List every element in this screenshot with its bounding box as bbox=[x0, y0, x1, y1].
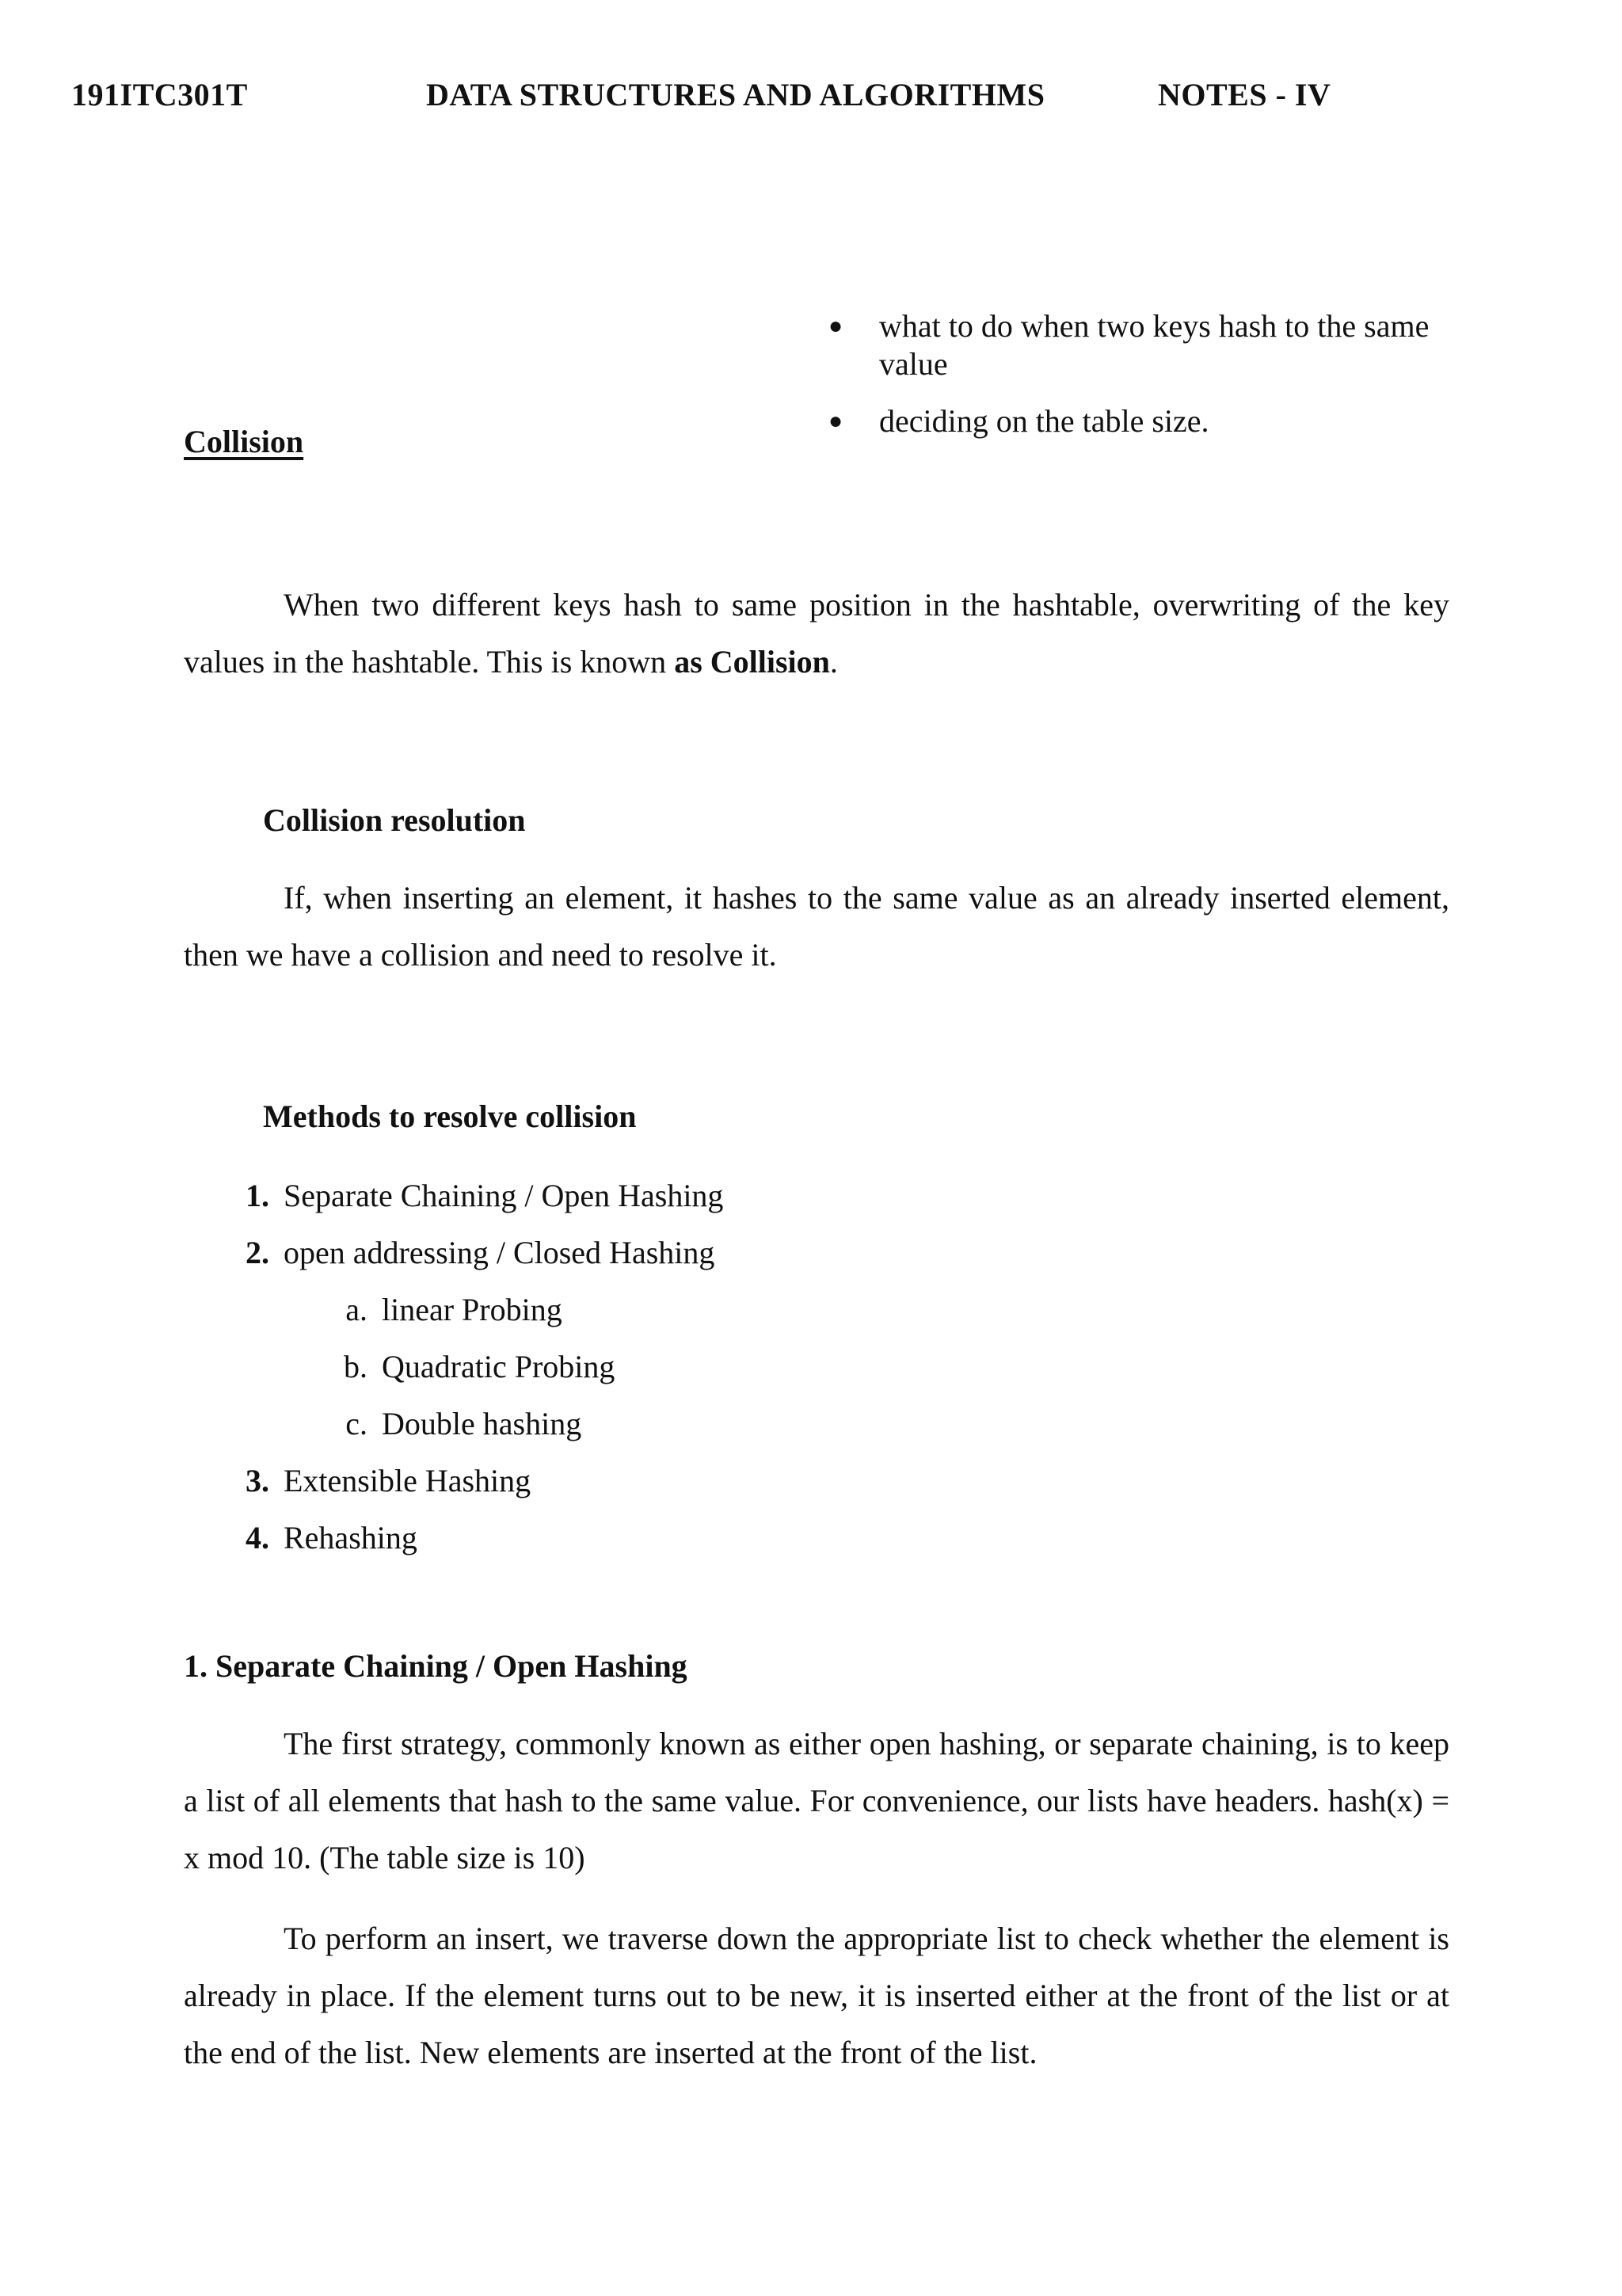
separate-chaining-paragraph-1: The first strategy, commonly known as either open hashing, or separate chaining, is to keep a list of all elements that hash to the same value. For convenience, our lists have headers. hash(x) = x mod 10. (The table size is 10) bbox=[184, 1726, 1449, 1875]
methods-heading: Methods to resolve collision bbox=[263, 1099, 637, 1134]
method-item bbox=[184, 1453, 723, 1510]
method-label: Quadratic Probing bbox=[382, 1349, 615, 1384]
bullet-item bbox=[824, 307, 1457, 383]
method-number: 3. bbox=[246, 1463, 269, 1498]
course-code: 191ITC301T bbox=[71, 77, 248, 112]
method-label: Separate Chaining / Open Hashing bbox=[284, 1178, 724, 1213]
collision-resolution-paragraph: If, when inserting an element, it hashes to the same value as an already inserted element, then we have a collision and need to resolve it. bbox=[184, 880, 1449, 973]
method-subitem bbox=[184, 1395, 723, 1453]
method-item bbox=[184, 1224, 723, 1281]
separate-chaining-heading: 1. Separate Chaining / Open Hashing bbox=[184, 1648, 687, 1684]
collision-text: When two different keys hash to same position in the hashtable, overwriting of the key values in the hashtable. This is known bbox=[184, 587, 1449, 680]
method-item bbox=[184, 1167, 723, 1224]
collision-heading: Collision bbox=[184, 424, 304, 459]
separate-chaining-paragraph-2: To perform an insert, we traverse down the appropriate list to check whether the element is already in place. If the element turns out to be new, it is inserted either at the front of the list or at the end of the list. New elements are inserted at the front of the list. bbox=[184, 1921, 1449, 2070]
collision-bold-text: as Collision bbox=[674, 644, 830, 680]
method-number: 4. bbox=[246, 1520, 269, 1555]
method-label: linear Probing bbox=[382, 1292, 562, 1327]
method-label: open addressing / Closed Hashing bbox=[284, 1235, 715, 1270]
method-item bbox=[184, 1510, 723, 1567]
bullet-text: deciding on the table size. bbox=[879, 403, 1209, 439]
method-letter: b. bbox=[344, 1349, 367, 1384]
notes-label: NOTES - IV bbox=[1158, 77, 1331, 112]
method-label: Double hashing bbox=[382, 1406, 582, 1441]
method-subitem bbox=[184, 1281, 723, 1338]
bullet-icon: ● bbox=[828, 313, 843, 339]
bullet-text: what to do when two keys hash to the same value bbox=[879, 308, 1430, 382]
collision-resolution-heading: Collision resolution bbox=[263, 802, 526, 838]
methods-list bbox=[184, 1167, 723, 1567]
method-number: 2. bbox=[246, 1235, 269, 1270]
collision-paragraph bbox=[184, 577, 1449, 691]
method-letter: c. bbox=[345, 1406, 367, 1441]
bullet-list bbox=[824, 307, 1457, 459]
method-letter: a. bbox=[345, 1292, 367, 1327]
bullet-item bbox=[824, 402, 1457, 440]
bullet-icon: ● bbox=[828, 408, 843, 434]
course-title: DATA STRUCTURES AND ALGORITHMS bbox=[426, 77, 1045, 112]
method-label: Rehashing bbox=[284, 1520, 417, 1555]
collision-text-end: . bbox=[829, 644, 838, 680]
method-subitem bbox=[184, 1338, 723, 1395]
method-label: Extensible Hashing bbox=[284, 1463, 531, 1498]
method-number: 1. bbox=[246, 1178, 269, 1213]
